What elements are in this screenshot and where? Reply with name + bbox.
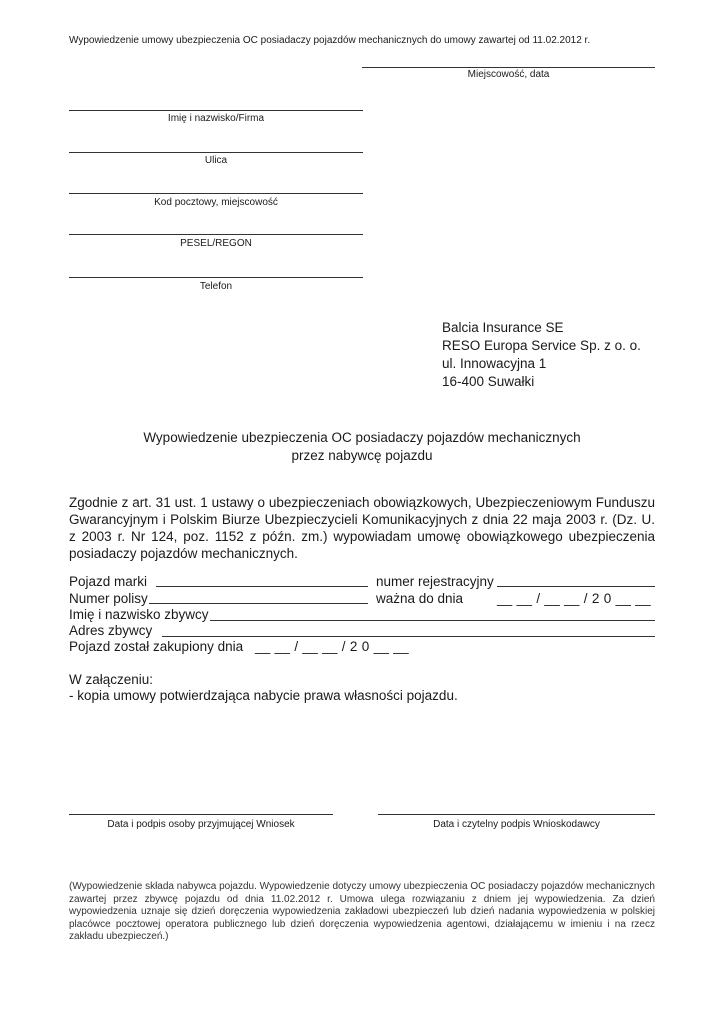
footnote: (Wypowiedzenie składa nabywca pojazdu. Wypowiedzenie dotyczy umowy ubezpieczenia OC posiadaczy pojazdów mechanicznych zawartej przez zbywcę pojazdu od dnia 11.02.2012 r. Umowa ulega rozwiązaniu z dniem jej wypowiedzenia. Za dzień wypowiedzenia uznaje się dzień doręczenia wypowiedzenia zakładowi ubezpieczeń lub dzień nadania wypowiedzenia w polskiej placówce pocztowej operatora publicznego lub dzień doręczenia wypowiedzenia agentowi, działającemu w imieniu i na rzecz zakładu ubezpieczeń.) bbox=[69, 881, 655, 942]
recipient-line-3: ul. Innowacyjna 1 bbox=[442, 356, 547, 371]
purchase-date-value[interactable]: __ __ / __ __ / 2 0 __ __ bbox=[255, 639, 409, 654]
recipient-line-1: Balcia Insurance SE bbox=[442, 320, 564, 335]
recipient-address bbox=[442, 319, 641, 391]
document-header: Wypowiedzenie umowy ubezpieczenia OC posiadaczy pojazdów mechanicznych do umowy zawartej od 11.02.2012 r. bbox=[69, 35, 591, 46]
buyer-name-label: Imię i nazwisko zbywcy bbox=[69, 607, 209, 622]
attachment-item: - kopia umowy potwierdzająca nabycie prawa własności pojazdu. bbox=[69, 688, 458, 703]
place-date-line[interactable] bbox=[362, 67, 655, 68]
name-company-label: Imię i nazwisko/Firma bbox=[167, 113, 265, 124]
postal-city-label: Kod pocztowy, miejscowość bbox=[154, 197, 278, 208]
title-line-2: przez nabywcę pojazdu bbox=[291, 448, 433, 463]
street-line[interactable] bbox=[69, 152, 363, 153]
phone-label: Telefon bbox=[199, 281, 233, 292]
valid-until-label: ważna do dnia bbox=[376, 591, 464, 606]
name-company-line[interactable] bbox=[69, 110, 363, 111]
registration-input-line[interactable] bbox=[497, 586, 655, 587]
phone-line[interactable] bbox=[69, 277, 363, 278]
buyer-address-label: Adres zbywcy bbox=[69, 623, 153, 638]
document-title bbox=[69, 429, 655, 465]
policy-number-input-line[interactable] bbox=[149, 603, 368, 604]
title-line-1: Wypowiedzenie ubezpieczenia OC posiadaczy pojazdów mechanicznych bbox=[143, 430, 581, 445]
street-label: Ulica bbox=[204, 155, 228, 166]
purchase-date-label: Pojazd został zakupiony dnia bbox=[69, 639, 244, 654]
body-paragraph: Zgodnie z art. 31 ust. 1 ustawy o ubezpieczeniach obowiązkowych, Ubezpieczeniowym Funduszu Gwarancyjnym i Polskim Biurze Ubezpieczycieli Komunikacyjnych z dnia 22 maja 2003 r. (Dz. U. z 2003 r. Nr 124, poz. 1152 z późn. zm.) wypowiadam umowę obowiązkowego ubezpieczenia posiadaczy pojazdów mechanicznych. bbox=[69, 495, 655, 561]
buyer-address-input-line[interactable] bbox=[162, 636, 655, 637]
receiver-signature-label: Data i podpis osoby przyjmującej Wniosek bbox=[107, 819, 295, 830]
registration-label: numer rejestracyjny bbox=[376, 574, 494, 589]
applicant-signature-label: Data i czytelny podpis Wnioskodawcy bbox=[433, 819, 600, 830]
vehicle-make-label: Pojazd marki bbox=[69, 574, 148, 589]
pesel-regon-line[interactable] bbox=[69, 234, 363, 235]
postal-city-line[interactable] bbox=[69, 193, 363, 194]
pesel-regon-label: PESEL/REGON bbox=[180, 238, 252, 249]
attachments-heading: W załączeniu: bbox=[69, 672, 154, 687]
recipient-line-4: 16-400 Suwałki bbox=[442, 374, 535, 389]
valid-until-date[interactable]: __ __ / __ __ / 2 0 __ __ bbox=[497, 591, 651, 606]
policy-number-label: Numer polisy bbox=[69, 591, 148, 606]
vehicle-make-input-line[interactable] bbox=[156, 586, 368, 587]
buyer-name-input-line[interactable] bbox=[210, 620, 655, 621]
recipient-line-2: RESO Europa Service Sp. z o. o. bbox=[442, 338, 641, 353]
receiver-signature-line[interactable] bbox=[69, 814, 333, 815]
applicant-signature-line[interactable] bbox=[378, 814, 655, 815]
place-date-label: Miejscowość, data bbox=[467, 69, 550, 80]
